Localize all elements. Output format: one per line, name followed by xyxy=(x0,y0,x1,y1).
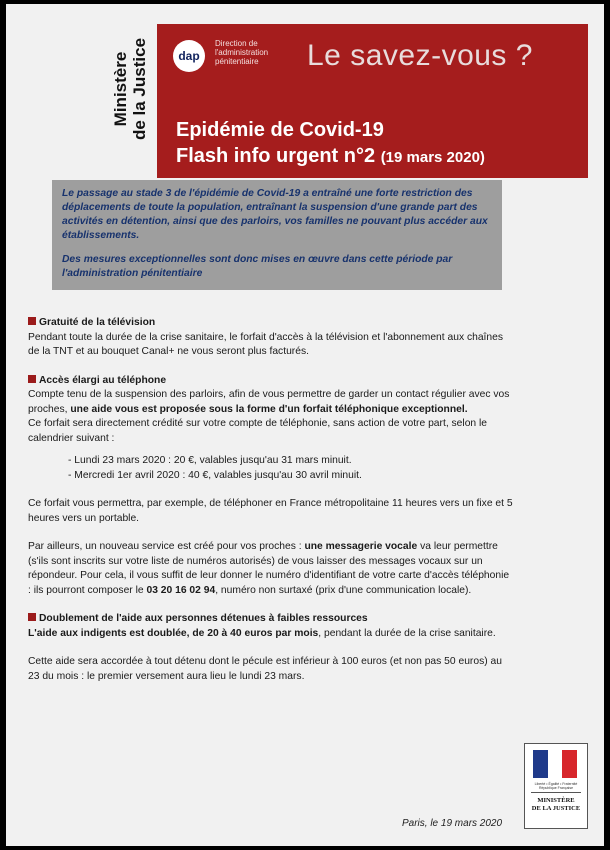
section-aid-p2: Cette aide sera accordée à tout détenu dont le pécule est inférieur à 100 euros (et non pas 50 euros) au 23 du mois : le premier versement aura lieu le lundi 23 mars. xyxy=(28,656,502,682)
voicemail-bold: une messagerie vocale xyxy=(304,541,418,552)
intro-paragraph-2: Des mesures exceptionnelles sont donc mises en œuvre dans cette période par l'administration pénitentiaire xyxy=(62,254,453,279)
intro-paragraph-1: Le passage au stade 3 de l'épidémie de Covid-19 a entraîné une forte restriction des déplacements de toute la population, entraînant la suspension d'une grande part des activités en détention, ainsi que des parloirs, vos familles ne pouvant plus accéder aux établissements. xyxy=(62,188,488,241)
section-tv-text: Pendant toute la durée de la crise sanitaire, le forfait d'accès à la télévision et l'abonnement aux chaînes de la TNT et au bouquet Canal+ ne vous seront plus facturés. xyxy=(28,331,504,357)
ministry-vertical-label xyxy=(104,24,156,154)
section-tv-title-row xyxy=(28,316,513,331)
section-phone-title-row xyxy=(28,374,513,389)
emblem-name xyxy=(527,797,585,813)
header-banner xyxy=(157,24,588,178)
logo-line2: l'administration xyxy=(215,48,269,57)
title: Epidémie de Covid-19 xyxy=(176,119,384,141)
section-aid-p1 xyxy=(28,627,513,642)
flyer-page xyxy=(6,4,604,846)
section-tv-title: Gratuité de la télévision xyxy=(39,317,156,328)
square-bullet-icon xyxy=(28,613,36,621)
phone-p1-bold: une aide vous est proposée sous la forme d'un forfait téléphonique exceptionnel. xyxy=(70,403,468,415)
phone-number: 03 20 16 02 94 xyxy=(146,584,216,596)
section-phone-p3: Ce forfait vous permettra, par exemple, de téléphoner en France métropolitaine 11 heures vers un fixe et 5 heures vers un portable. xyxy=(28,498,513,524)
section-aid-title: Doublement de l'aide aux personnes détenues à faibles ressources xyxy=(39,613,368,624)
phone-p1-text: Compte tenu de la suspension des parloirs, afin de vous permettre de garder un contact régulier avec vos proches, xyxy=(28,389,510,415)
ministry-line2: de la Justice xyxy=(130,37,149,141)
aid-text: , pendant la durée de la crise sanitaire. xyxy=(318,627,496,639)
emblem-line1: MINISTÈRE xyxy=(537,797,575,804)
section-phone-title: Accès élargi au téléphone xyxy=(39,374,167,386)
main-content xyxy=(28,316,513,684)
aid-bold: L'aide aux indigents est doublée, de 20 à 40 euros par mois xyxy=(28,627,319,639)
section-phone-p2: Ce forfait sera directement crédité sur votre compte de téléphonie, sans action de votre part, selon le calendrier suivant : xyxy=(28,418,488,444)
section-phone-p4 xyxy=(28,540,513,598)
signature-date: Paris, le 19 mars 2020 xyxy=(402,818,503,829)
section-phone-p1 xyxy=(28,388,513,417)
marianne-flag-icon xyxy=(533,750,577,778)
motto-text: Liberté • Égalité • Fraternité xyxy=(534,782,578,786)
subtitle: Flash info urgent n°2 xyxy=(176,145,376,167)
title-date: (19 mars 2020) xyxy=(380,149,485,166)
logo-line1: Direction de xyxy=(215,39,258,48)
ministry-line1: Ministère xyxy=(111,51,130,127)
calendar-list xyxy=(28,454,513,483)
logo-line3: pénitentiaire xyxy=(215,57,259,66)
ministry-justice-emblem xyxy=(524,743,588,829)
emblem-line2: DE LA JUSTICE xyxy=(531,805,581,812)
p4-text-c: va leur permettre (s'ils sont inscrits sur votre liste de numéros autorisés) de vous laisser des messages vocaux sur un répondeur. Pour cela, il vous suffit de leur donner le numéro d'identifiant de votre carte d'accès téléphonie : ils pourront composer le xyxy=(28,541,510,596)
section-aid-title-row xyxy=(28,612,513,627)
dap-logo-icon: dap xyxy=(173,40,205,72)
p4-text-a: Par ailleurs, un nouveau service est créé pour vos proches : xyxy=(28,541,305,552)
p4-text-d: , numéro non surtaxé (prix d'une communication locale). xyxy=(215,584,472,596)
subtitle-row xyxy=(176,145,485,168)
intro-box xyxy=(52,180,502,290)
dap-logo-text xyxy=(215,39,315,66)
square-bullet-icon xyxy=(28,317,36,325)
calendar-item: - Mercredi 1er avril 2020 : 40 €, valables jusqu'au 30 avril minuit. xyxy=(68,469,362,481)
emblem-motto xyxy=(528,782,584,790)
tagline: Le savez-vous ? xyxy=(307,39,533,72)
calendar-item: - Lundi 23 mars 2020 : 20 €, valables jusqu'au 31 mars minuit. xyxy=(68,455,352,466)
square-bullet-icon xyxy=(28,375,36,383)
republic-text: République Française xyxy=(538,786,574,790)
